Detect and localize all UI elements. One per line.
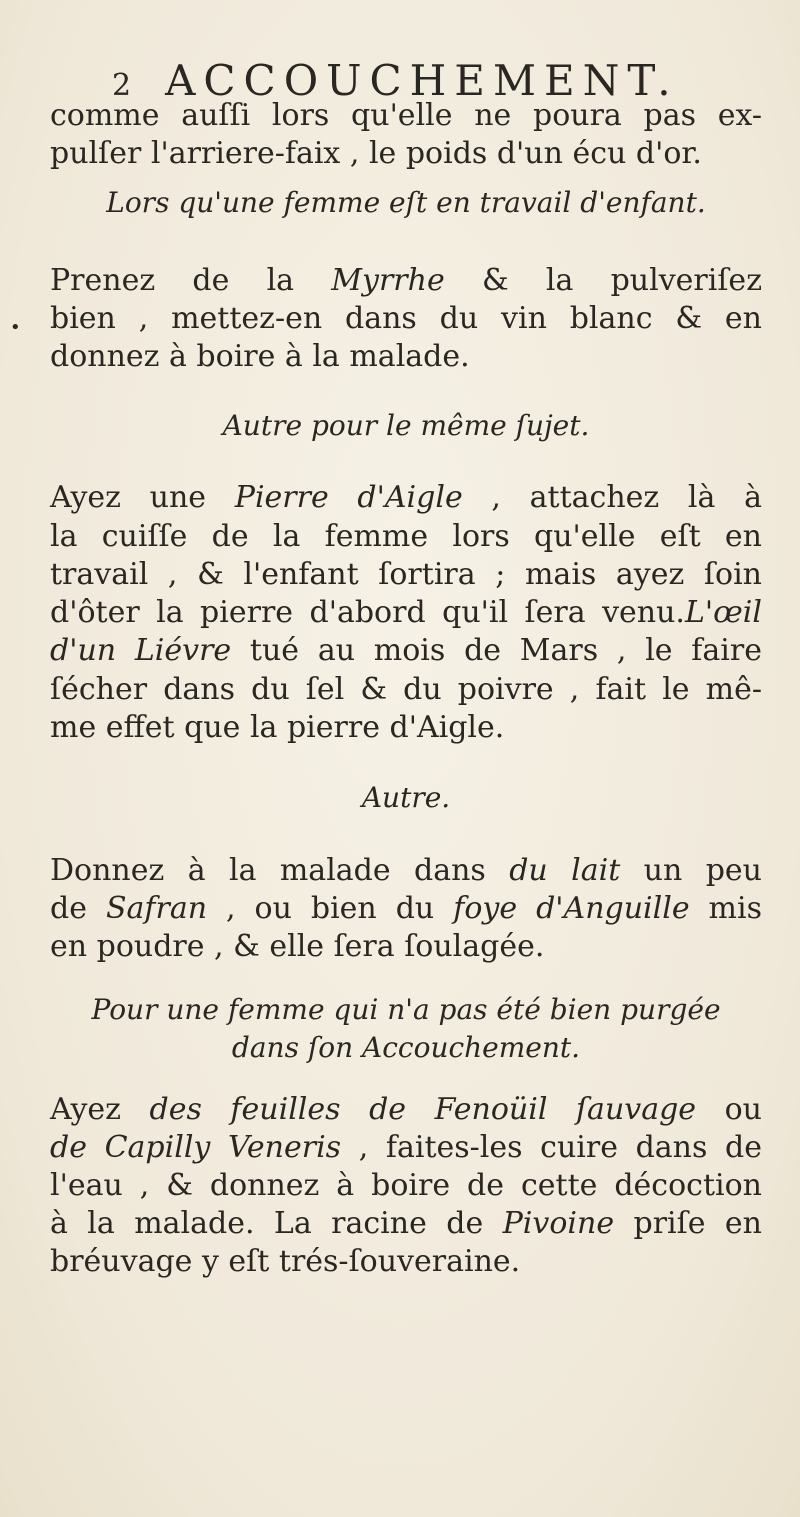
text-line bbox=[50, 891, 762, 926]
text-span: de bbox=[50, 891, 106, 926]
text-span: , faites-les cuire dans de bbox=[341, 1130, 762, 1165]
text-line bbox=[50, 263, 762, 298]
text-span: la cuiſſe de la femme lors qu'elle eſt en bbox=[50, 519, 762, 554]
text-line bbox=[50, 301, 762, 336]
text-span: d'ôter la pierre d'abord qu'il ſera venu. bbox=[50, 595, 685, 630]
section-heading bbox=[50, 992, 762, 1027]
text-span: bréuvage y eſt trés-ſouveraine. bbox=[50, 1244, 521, 1279]
text-span: , attachez là à bbox=[462, 480, 762, 515]
text-line bbox=[50, 1244, 762, 1279]
italic-span: Safran bbox=[105, 891, 208, 926]
margin-mark: • bbox=[10, 317, 21, 338]
text-span: Prenez de la bbox=[50, 263, 332, 298]
text-line bbox=[50, 557, 762, 592]
text-span: travail , & l'enfant ſortira ; mais ayez ſoin bbox=[50, 557, 762, 592]
text-line bbox=[50, 1168, 762, 1203]
section-heading bbox=[50, 1030, 762, 1065]
text-span: Autre. bbox=[361, 781, 451, 814]
text-span: à la malade. La racine de bbox=[50, 1206, 503, 1241]
text-span: mis bbox=[689, 891, 762, 926]
page-number: 2 bbox=[112, 68, 132, 103]
text-line bbox=[50, 1130, 762, 1165]
text-span: , ou bien du bbox=[207, 891, 454, 926]
italic-span: de Capilly Veneris bbox=[50, 1130, 342, 1165]
text-line bbox=[50, 136, 762, 171]
text-line bbox=[50, 929, 762, 964]
text-line bbox=[50, 595, 762, 630]
italic-span: L'œil bbox=[684, 595, 762, 630]
text-span: comme auſſi lors qu'elle ne poura pas ex- bbox=[50, 98, 762, 133]
section-heading bbox=[50, 780, 762, 815]
text-span: tué au mois de Mars , le faire bbox=[231, 633, 762, 668]
text-span: Autre pour le même ſujet. bbox=[222, 409, 590, 442]
text-span: ſécher dans du ſel & du poivre , fait le mê- bbox=[50, 672, 762, 707]
text-line bbox=[50, 853, 762, 888]
text-span: Donnez à la malade dans bbox=[50, 853, 510, 888]
italic-span: Pivoine bbox=[502, 1206, 615, 1241]
text-span: ou bbox=[696, 1092, 762, 1127]
text-span: & la pulveriſez bbox=[444, 263, 762, 298]
text-line bbox=[50, 633, 762, 668]
text-line bbox=[50, 1092, 762, 1127]
italic-span: du lait bbox=[509, 853, 621, 888]
text-span: un peu bbox=[620, 853, 762, 888]
section-heading bbox=[50, 185, 762, 220]
italic-span: d'un Liévre bbox=[50, 633, 232, 668]
text-line bbox=[50, 710, 762, 745]
text-span: priſe en bbox=[614, 1206, 762, 1241]
text-span: l'eau , & donnez à boire de cette décoction bbox=[50, 1168, 762, 1203]
text-span: bien , mettez-en dans du vin blanc & en bbox=[50, 301, 762, 336]
italic-span: Pierre d'Aigle bbox=[234, 480, 463, 515]
running-title: ACCOUCHEMENT. bbox=[165, 56, 679, 105]
text-span: Ayez une bbox=[50, 480, 235, 515]
text-line bbox=[50, 519, 762, 554]
italic-span: Myrrhe bbox=[331, 263, 445, 298]
italic-span: foye d'Anguille bbox=[453, 891, 690, 926]
text-line bbox=[50, 98, 762, 133]
text-span: donnez à boire à la malade. bbox=[50, 339, 470, 374]
text-line bbox=[50, 1206, 762, 1241]
text-span: Lors qu'une femme eſt en travail d'enfant. bbox=[106, 186, 706, 219]
section-heading bbox=[50, 408, 762, 443]
text-span: pulſer l'arriere-faix , le poids d'un écu d'or. bbox=[50, 136, 702, 171]
text-span: dans ſon Accouchement. bbox=[231, 1031, 581, 1064]
text-span: Ayez bbox=[50, 1092, 150, 1127]
text-line bbox=[50, 339, 762, 374]
text-line bbox=[50, 480, 762, 515]
text-span: me effet que la pierre d'Aigle. bbox=[50, 710, 505, 745]
text-span: Pour une femme qui n'a pas été bien purgée bbox=[91, 993, 721, 1026]
italic-span: des feuilles de Fenoüil ſauvage bbox=[149, 1092, 697, 1127]
text-line bbox=[50, 672, 762, 707]
text-span: en poudre , & elle ſera ſoulagée. bbox=[50, 929, 545, 964]
